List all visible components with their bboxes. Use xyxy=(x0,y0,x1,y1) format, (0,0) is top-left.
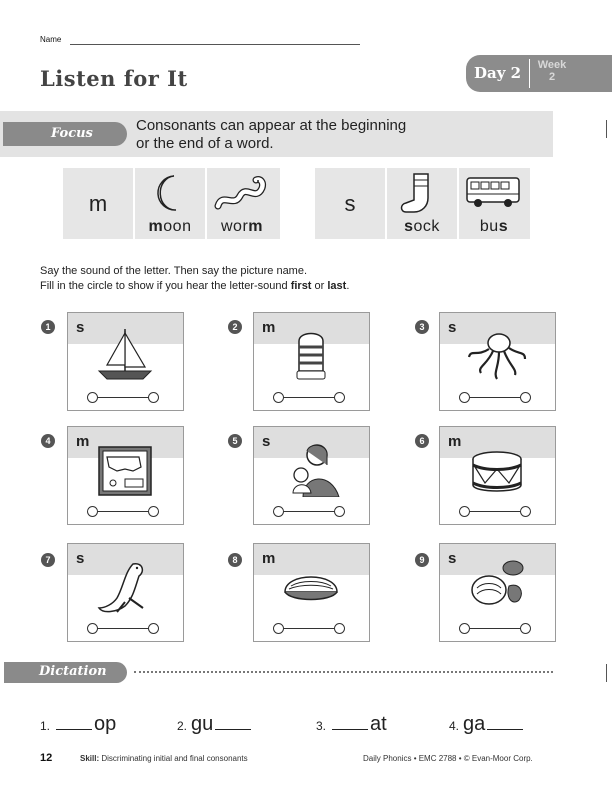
last-sound-circle[interactable] xyxy=(148,506,159,517)
item-letter: s xyxy=(76,319,85,336)
bus-icon xyxy=(464,172,524,214)
item-letter: s xyxy=(448,319,457,336)
item-number: 5 xyxy=(228,434,242,448)
day-week-tab xyxy=(466,55,612,92)
margin-tick xyxy=(606,664,607,682)
tab-divider xyxy=(529,59,530,88)
item-card xyxy=(253,426,370,525)
name-label: Name xyxy=(40,35,62,44)
example-word-worm xyxy=(207,168,277,239)
item-letter: s xyxy=(448,550,457,567)
focus-label: Focus xyxy=(51,126,93,141)
last-sound-circle[interactable] xyxy=(334,506,345,517)
item-card xyxy=(67,426,184,525)
sock-icon xyxy=(392,172,452,214)
example-letter: m xyxy=(88,190,108,216)
week-number: 2 xyxy=(548,71,556,83)
dictation-label-pill xyxy=(4,662,127,683)
item-number: 9 xyxy=(415,553,429,567)
item-number: 4 xyxy=(41,434,55,448)
item-number: 2 xyxy=(228,320,242,334)
item-card xyxy=(253,543,370,642)
example-word-label: moon xyxy=(148,218,192,235)
item-letter: m xyxy=(262,319,276,336)
skill-note: Skill: Discriminating initial and final consonants xyxy=(80,754,248,763)
dictation-item: 4. ga xyxy=(449,713,525,736)
octopus-icon xyxy=(467,327,527,383)
example-word-moon xyxy=(135,168,207,239)
item-card xyxy=(67,543,184,642)
item-letter: m xyxy=(262,550,276,567)
first-sound-circle[interactable] xyxy=(87,506,98,517)
example-word-bus xyxy=(459,168,529,239)
first-sound-circle[interactable] xyxy=(87,392,98,403)
item-number: 3 xyxy=(415,320,429,334)
mitten-icon xyxy=(281,327,341,383)
example-word-label: worm xyxy=(220,218,263,235)
day-label: Day 2 xyxy=(474,64,522,82)
example-word-sock xyxy=(387,168,459,239)
first-sound-circle[interactable] xyxy=(459,392,470,403)
dictation-blank[interactable] xyxy=(487,717,523,730)
dictation-blank[interactable] xyxy=(332,717,368,730)
first-sound-circle[interactable] xyxy=(87,623,98,634)
dictation-blank[interactable] xyxy=(56,717,92,730)
first-sound-circle[interactable] xyxy=(273,392,284,403)
example-letter-cell xyxy=(315,168,387,239)
page-number: 12 xyxy=(40,752,53,764)
margin-tick xyxy=(606,120,607,138)
first-sound-circle[interactable] xyxy=(459,623,470,634)
item-letter: m xyxy=(76,433,90,450)
item-letter: m xyxy=(448,433,462,450)
drum-icon xyxy=(467,441,527,497)
mother-and-baby-icon xyxy=(281,441,341,497)
clam-icon xyxy=(281,558,341,614)
first-sound-circle[interactable] xyxy=(459,506,470,517)
example-group-s xyxy=(315,168,530,239)
instructions: Say the sound of the letter. Then say the picture name. Fill in the circle to show if you hear the letter-sound first or last. xyxy=(40,265,350,292)
item-number: 7 xyxy=(41,553,55,567)
dictation-item: 2. gu xyxy=(177,713,253,736)
dictation-item: 1. op xyxy=(40,713,117,735)
example-word-label: sock xyxy=(404,218,440,235)
last-sound-circle[interactable] xyxy=(520,506,531,517)
credit-line: Daily Phonics • EMC 2788 • © Evan-Moor Corp. xyxy=(363,754,533,763)
dictation-label: Dictation xyxy=(39,664,107,679)
first-sound-circle[interactable] xyxy=(273,623,284,634)
item-number: 6 xyxy=(415,434,429,448)
dotted-rule xyxy=(134,671,553,673)
worm-icon xyxy=(212,172,272,214)
item-letter: s xyxy=(262,433,271,450)
sailboat-icon xyxy=(95,327,155,383)
item-number: 8 xyxy=(228,553,242,567)
page-title: Listen for It xyxy=(40,66,188,91)
example-letter-cell xyxy=(63,168,135,239)
item-card xyxy=(67,312,184,411)
last-sound-circle[interactable] xyxy=(520,392,531,403)
name-field-line[interactable] xyxy=(70,44,360,45)
dictation-item: 3. at xyxy=(316,713,387,735)
moon-icon xyxy=(140,172,200,214)
last-sound-circle[interactable] xyxy=(334,392,345,403)
focus-label-pill xyxy=(3,122,127,146)
dictation-blank[interactable] xyxy=(215,717,251,730)
example-word-label: bus xyxy=(479,218,509,235)
first-sound-circle[interactable] xyxy=(273,506,284,517)
week-label: Week 2 xyxy=(534,59,570,83)
seal-icon xyxy=(95,558,155,614)
map-icon xyxy=(95,441,155,497)
focus-text: Consonants can appear at the beginning or the end of a word. xyxy=(136,117,407,152)
nuts-icon xyxy=(467,558,527,614)
item-number: 1 xyxy=(41,320,55,334)
last-sound-circle[interactable] xyxy=(148,623,159,634)
item-card xyxy=(439,543,556,642)
example-group-m xyxy=(63,168,280,239)
last-sound-circle[interactable] xyxy=(520,623,531,634)
last-sound-circle[interactable] xyxy=(334,623,345,634)
item-card xyxy=(439,312,556,411)
item-card xyxy=(439,426,556,525)
item-card xyxy=(253,312,370,411)
item-letter: s xyxy=(76,550,85,567)
last-sound-circle[interactable] xyxy=(148,392,159,403)
example-letter: s xyxy=(344,190,356,216)
